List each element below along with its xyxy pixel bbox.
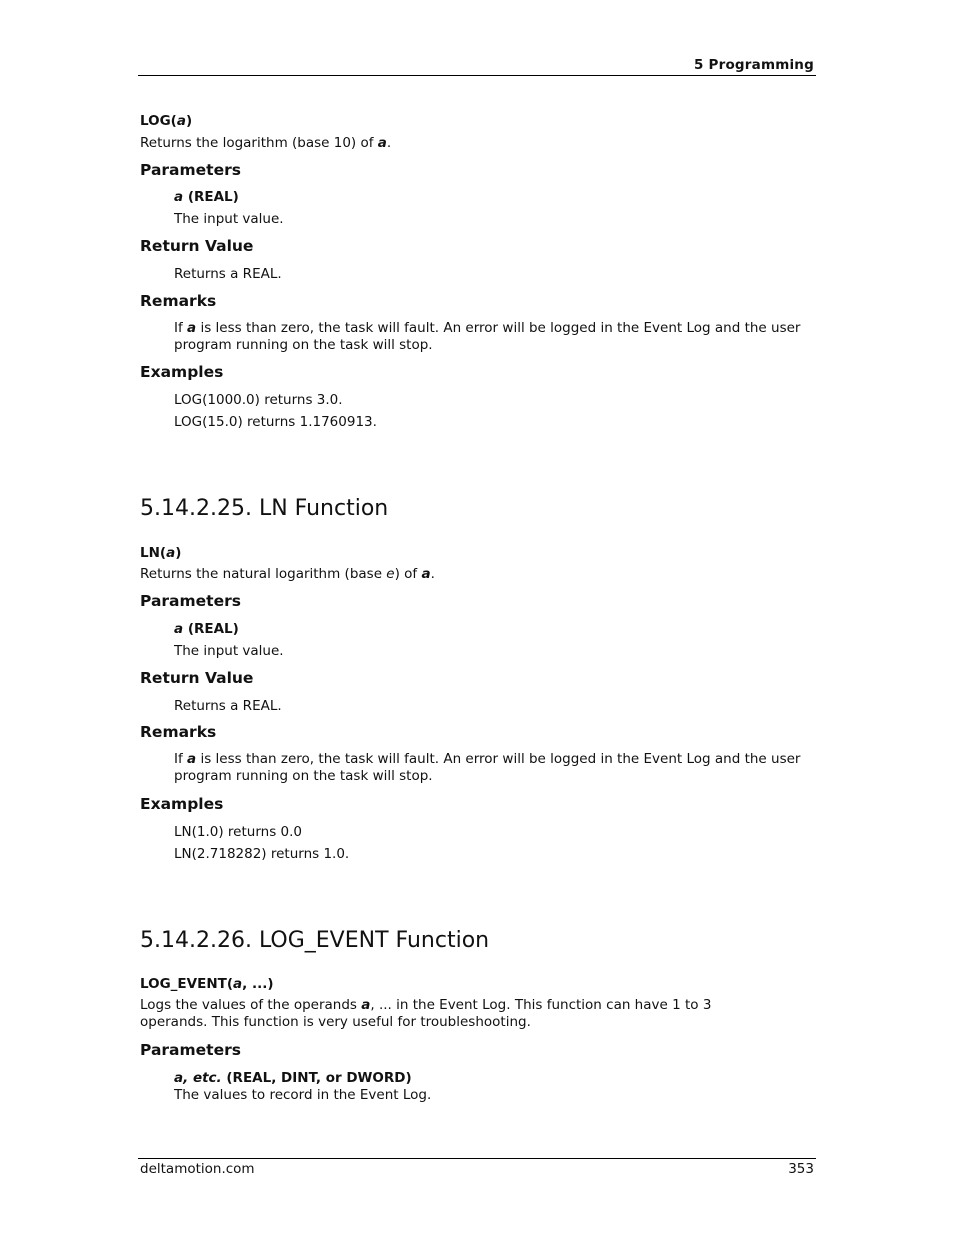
footer-site: deltamotion.com [140, 1161, 255, 1177]
ln-params-heading: Parameters [140, 592, 241, 610]
ln-return-text: Returns a REAL. [174, 698, 282, 714]
log-event-param-desc: The values to record in the Event Log. [174, 1087, 432, 1103]
ln-description [140, 566, 435, 582]
ln-signature [140, 545, 181, 561]
ln-param-name [174, 621, 239, 637]
remarks-pre: If [174, 320, 188, 336]
sig-arg: a [166, 545, 176, 561]
ln-remarks-heading: Remarks [140, 723, 217, 741]
desc-text-end: . [430, 566, 435, 582]
log-event-params-heading: Parameters [140, 1041, 241, 1059]
log-params-heading: Parameters [140, 161, 241, 179]
log-example-1: LOG(1000.0) returns 3.0. [174, 392, 343, 408]
log-event-section-title: 5.14.2.26. LOG_EVENT Function [140, 928, 490, 953]
ln-param-desc: The input value. [174, 643, 284, 659]
desc-arg: a [361, 997, 371, 1013]
desc-arg: a [377, 135, 387, 151]
log-description [140, 135, 391, 151]
log-return-heading: Return Value [140, 237, 254, 255]
log-remarks-text [174, 320, 814, 354]
chapter-header: 5 Programming [694, 57, 814, 73]
header-rule [138, 75, 816, 76]
log-event-signature [140, 976, 274, 992]
remarks-pre: If [174, 751, 188, 767]
sig-name: LOG_EVENT( [140, 976, 233, 992]
param-arg: a [174, 621, 184, 637]
sig-arg: a [176, 113, 186, 129]
log-event-param-name [174, 1070, 412, 1086]
desc-text-end: . [386, 135, 392, 151]
sig-close: , ...) [242, 976, 274, 992]
remarks-post: is less than zero, the task will fault. An error will be logged in the Event Log and the user program running on the task will stop. [174, 751, 801, 784]
log-return-text: Returns a REAL. [174, 266, 282, 282]
sig-name: LOG( [140, 113, 177, 129]
param-arg: a [174, 189, 184, 205]
param-type: (REAL) [183, 189, 239, 205]
log-examples-heading: Examples [140, 363, 224, 381]
log-signature [140, 113, 192, 129]
remarks-arg: a [187, 320, 197, 336]
log-remarks-heading: Remarks [140, 292, 217, 310]
log-param-desc: The input value. [174, 211, 284, 227]
ln-return-heading: Return Value [140, 669, 254, 687]
sig-close: ) [175, 545, 182, 561]
desc-e: e [386, 566, 395, 582]
desc-text-end: , ... in the Event Log. This function can have 1 to 3 operands. This function is very useful for troubleshooting. [140, 997, 712, 1030]
remarks-post: is less than zero, the task will fault. An error will be logged in the Event Log and the user program running on the task will stop. [174, 320, 801, 353]
param-type: (REAL) [183, 621, 239, 637]
desc-arg: a [421, 566, 431, 582]
sig-arg: a [233, 976, 243, 992]
ln-example-1: LN(1.0) returns 0.0 [174, 824, 302, 840]
desc-text-mid: ) of [394, 566, 422, 582]
desc-text: Returns the natural logarithm (base [140, 566, 387, 582]
param-arg: a, etc. [174, 1070, 222, 1086]
log-example-2: LOG(15.0) returns 1.1760913. [174, 414, 377, 430]
footer-rule [138, 1158, 816, 1159]
sig-close: ) [185, 113, 193, 129]
desc-text: Logs the values of the operands [140, 997, 362, 1013]
ln-remarks-text [174, 751, 814, 785]
ln-examples-heading: Examples [140, 795, 224, 813]
log-event-description [140, 997, 780, 1031]
remarks-arg: a [187, 751, 197, 767]
sig-name: LN( [140, 545, 167, 561]
page-number: 353 [788, 1161, 814, 1177]
log-param-name [174, 189, 239, 205]
desc-text: Returns the logarithm (base 10) of [140, 135, 378, 151]
ln-example-2: LN(2.718282) returns 1.0. [174, 846, 350, 862]
param-type: (REAL, DINT, or DWORD) [221, 1070, 412, 1086]
ln-section-title: 5.14.2.25. LN Function [140, 496, 389, 521]
